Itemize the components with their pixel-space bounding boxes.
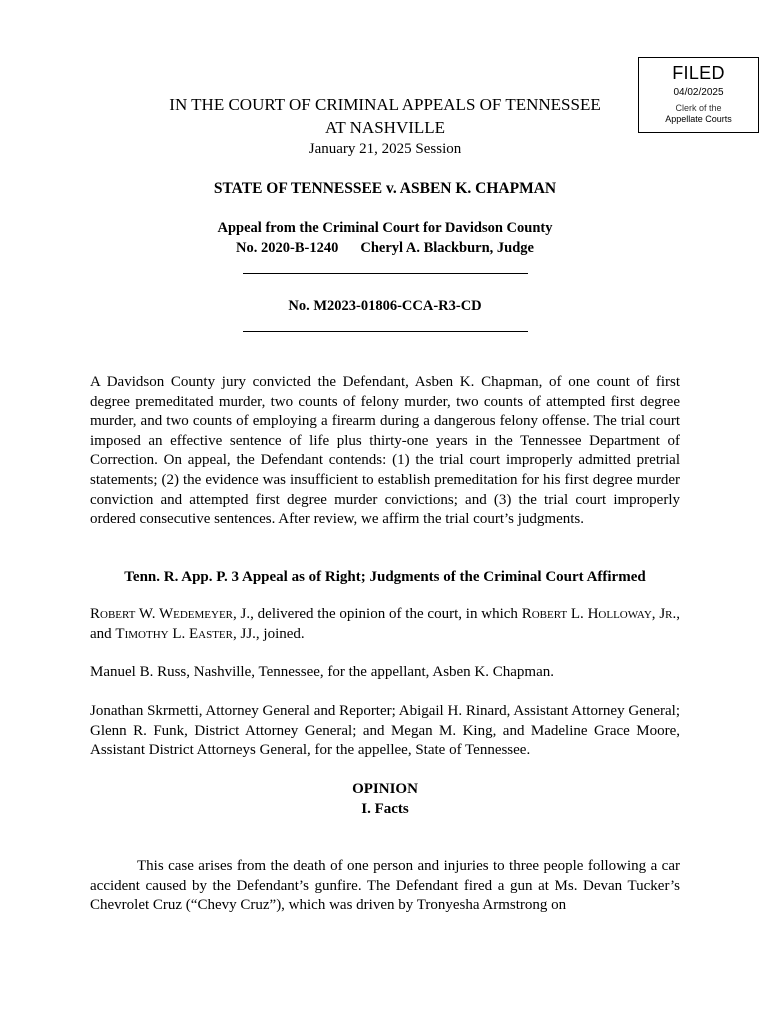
case-summary: A Davidson County jury convicted the Defendant, Asben K. Chapman, of one count of first degree premeditated murder, two counts of felony murder, two counts of attempted first degree murder, and two counts of employing a firearm during a dangerous felony offense. The trial court imposed an effective sentence of life plus thirty-one years in the Tennessee Department of Correction. On appeal, the Defendant contends: (1) the trial court improperly admitted pretrial statements; (2) the evidence was insufficient to establish premeditation for his first degree murder conviction and attempted first degree murder convictions; and (3) the trial court improperly ordered consecutive sentences. After review, we affirm the trial court’s judgments. <box>90 374 680 528</box>
joining-judge-2: Timothy L. Easter <box>115 625 233 642</box>
court-name: IN THE COURT OF CRIMINAL APPEALS OF TENNESSEE <box>169 95 601 114</box>
filed-courts: Appellate Courts <box>665 114 732 124</box>
court-location: AT NASHVILLE <box>324 118 446 137</box>
trial-court-line <box>90 239 680 258</box>
case-title: STATE OF TENNESSEE v. ASBEN K. CHAPMAN <box>213 180 557 197</box>
filed-date: 04/02/2025 <box>673 87 724 98</box>
docket-number: No. M2023-01806-CCA-R3-CD <box>288 298 482 314</box>
joining-judge-1: Robert L. Holloway, Jr. <box>521 606 677 622</box>
authors-tail: , JJ., joined. <box>233 625 305 642</box>
author-suffix: , J., delivered the opinion of the court, in which <box>233 606 522 622</box>
author-judge: Robert W. Wedemeyer <box>90 606 234 622</box>
appellant-counsel: Manuel B. Russ, Nashville, Tennessee, for the appellant, Asben K. Chapman. <box>90 664 555 680</box>
disposition: Tenn. R. App. P. 3 Appeal as of Right; Judgments of the Criminal Court Affirmed <box>124 569 646 585</box>
trial-number: No. 2020-B-1240 <box>236 240 339 256</box>
authoring-judges <box>90 605 680 644</box>
joiner-connector: , and <box>90 606 680 642</box>
opinion-paragraph: This case arises from the death of one person and injuries to three people following a car accident caused by the Defendant’s gunfire. The Defendant fired a gun at Ms. Devan Tucker’s Chevrolet Cruz (“Chevy Cruz”), which was driven by Tronyesha Armstrong on <box>90 858 680 914</box>
trial-judge: Cheryl A. Blackburn, Judge <box>360 240 534 256</box>
opinion-heading: OPINION <box>352 781 418 797</box>
divider-top <box>243 273 528 274</box>
divider-bottom <box>243 331 528 332</box>
appellee-counsel: Jonathan Skrmetti, Attorney General and Reporter; Abigail H. Rinard, Assistant Attorney General; Glenn R. Funk, District Attorney General; and Megan M. King, and Madeline Grace Moore, Assistant District Attorneys General, for the appellee, State of Tennessee. <box>90 703 680 759</box>
appeal-from: Appeal from the Criminal Court for Davidson County <box>217 220 553 236</box>
section-heading: I. Facts <box>361 801 409 817</box>
filed-clerk: Clerk of the <box>675 103 722 113</box>
filed-title: FILED <box>672 63 725 83</box>
session-date: January 21, 2025 Session <box>308 141 462 157</box>
